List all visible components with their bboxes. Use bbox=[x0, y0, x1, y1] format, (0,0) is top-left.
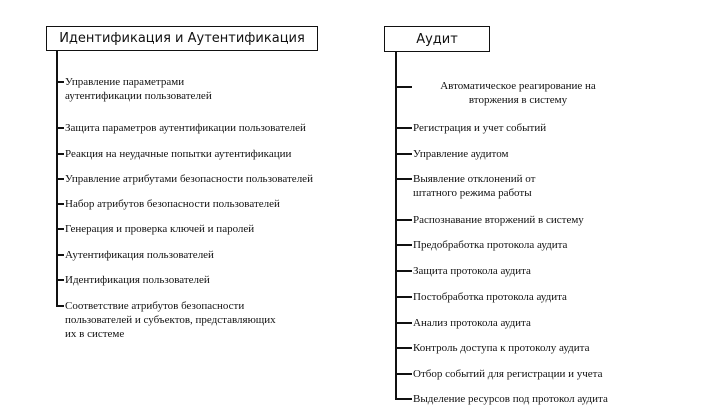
list-item: Распознавание вторжений в систему bbox=[413, 214, 584, 226]
left-title: Идентификация и Аутентификация bbox=[59, 31, 305, 46]
list-item: Выделение ресурсов под протокол аудита bbox=[413, 393, 608, 405]
list-item: Аутентификация пользователей bbox=[65, 249, 214, 261]
connector bbox=[395, 178, 412, 180]
connector bbox=[56, 81, 64, 83]
connector bbox=[56, 127, 64, 129]
list-item: Управление атрибутами безопасности пользователей bbox=[65, 173, 313, 185]
connector bbox=[395, 398, 412, 400]
connector bbox=[395, 373, 412, 375]
list-item: Автоматическое реагирование на вторжения в систему bbox=[440, 80, 596, 106]
list-item: Управление аудитом bbox=[413, 148, 509, 160]
connector bbox=[395, 322, 412, 324]
right-title-box bbox=[384, 26, 490, 52]
connector bbox=[395, 219, 412, 221]
list-item: Реакция на неудачные попытки аутентификации bbox=[65, 148, 292, 160]
list-item: Регистрация и учет событий bbox=[413, 122, 547, 134]
list-item: Генерация и проверка ключей и паролей bbox=[65, 223, 255, 235]
connector bbox=[395, 86, 412, 88]
list-item: Защита параметров аутентификации пользователей bbox=[65, 122, 306, 134]
connector bbox=[395, 127, 412, 129]
connector bbox=[395, 347, 412, 349]
connector bbox=[395, 244, 412, 246]
list-item: Набор атрибутов безопасности пользователей bbox=[65, 198, 280, 210]
connector bbox=[56, 153, 64, 155]
connector bbox=[395, 296, 412, 298]
left-title-box bbox=[46, 26, 318, 51]
list-item: Идентификация пользователей bbox=[65, 274, 210, 286]
connector bbox=[56, 305, 64, 307]
connector bbox=[56, 228, 64, 230]
list-item: Анализ протокола аудита bbox=[413, 317, 531, 329]
list-item: Контроль доступа к протоколу аудита bbox=[413, 342, 590, 354]
connector bbox=[56, 254, 64, 256]
connector bbox=[56, 178, 64, 180]
list-item: Управление параметрами аутентификации пользователей bbox=[65, 76, 212, 102]
connector bbox=[56, 279, 64, 281]
connector bbox=[395, 153, 412, 155]
connector bbox=[395, 270, 412, 272]
list-item: Выявление отклонений от штатного режима работы bbox=[413, 173, 536, 199]
list-item: Постобработка протокола аудита bbox=[413, 291, 567, 303]
list-item: Защита протокола аудита bbox=[413, 265, 531, 277]
list-item: Соответствие атрибутов безопасности пользователей и субъектов, представляющих их в системе bbox=[65, 300, 276, 340]
list-item: Отбор событий для регистрации и учета bbox=[413, 368, 603, 380]
connector bbox=[56, 203, 64, 205]
list-item: Предобработка протокола аудита bbox=[413, 239, 568, 251]
right-title: Аудит bbox=[416, 31, 458, 47]
